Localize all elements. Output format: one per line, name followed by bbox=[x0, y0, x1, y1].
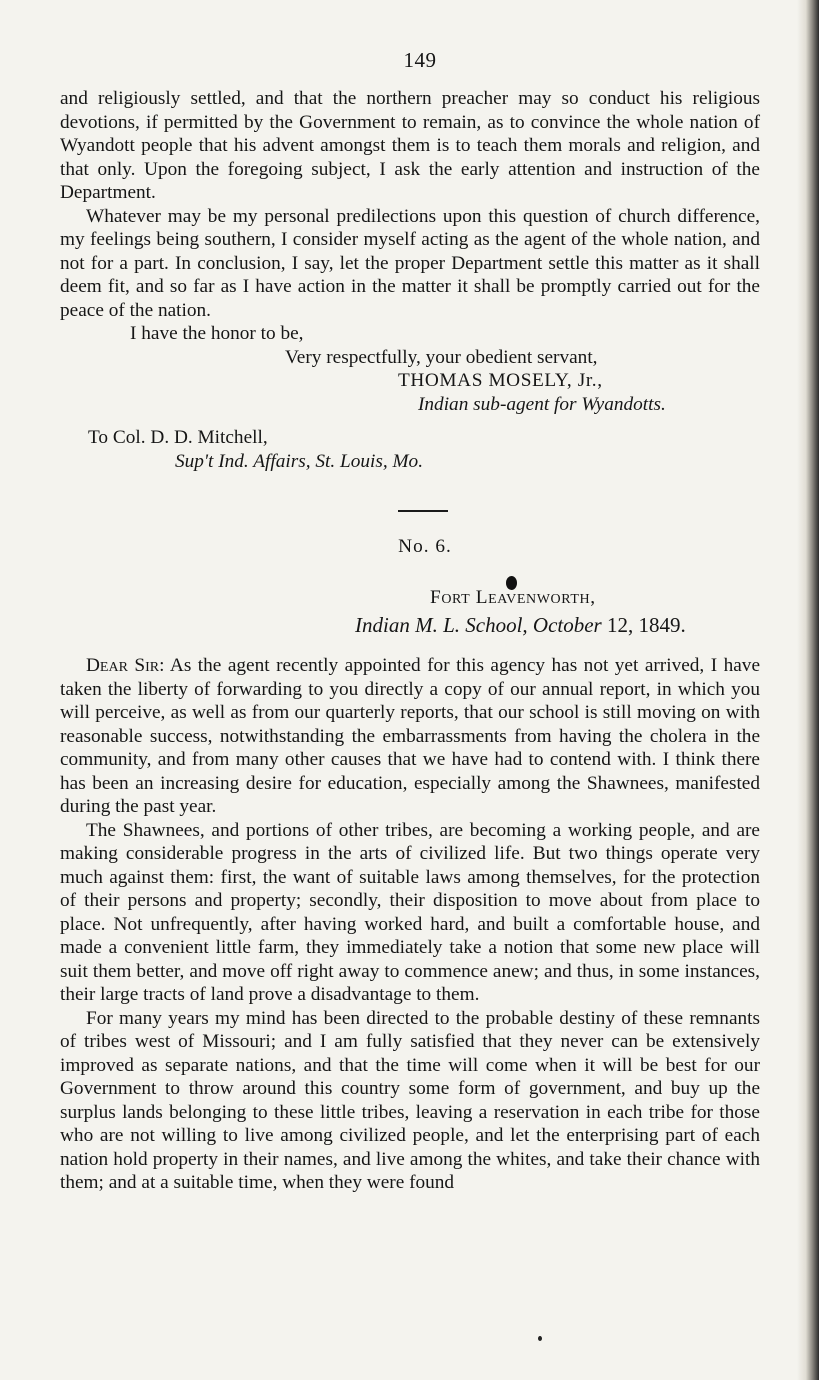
dateline-school: Indian M. L. School, October bbox=[355, 613, 602, 637]
paragraph-continued: and religiously settled, and that the northern preacher may so conduct his religious devotions, if permitted by the Government to remain, as to convince the whole nation of Wyandott people that his advent amongst them is to teach them morals and religion, and that only. Upon the foregoing subject, I ask the early attention and instruction of the Department. bbox=[60, 88, 760, 203]
closing-valediction: Very respectfully, your obedient servant, bbox=[285, 346, 598, 368]
print-speck bbox=[538, 1336, 542, 1341]
dateline-place: Fort Leavenworth, bbox=[430, 587, 596, 608]
addressee-name: To Col. D. D. Mitchell, bbox=[88, 427, 268, 448]
addressee-block bbox=[60, 426, 760, 474]
document-number: No. 6. bbox=[398, 536, 452, 557]
addressee-office: Sup't Ind. Affairs, St. Louis, Mo. bbox=[175, 451, 424, 472]
paragraph-conclusion: Whatever may be my personal predilections upon this question of church difference, my feelings being southern, I consider myself acting as the agent of the whole nation, and not for a part. In conclusion, I say, let the proper Department settle this matter as it shall deem fit, and so far as I have action in the matter it shall be promptly carried out for the peace of the nation. bbox=[60, 205, 760, 321]
salutation: Dear Sir: bbox=[86, 655, 165, 676]
closing-greeting: I have the honor to be, bbox=[130, 323, 304, 344]
document-page bbox=[60, 40, 760, 1195]
section-divider bbox=[398, 510, 448, 512]
paragraph-opening bbox=[60, 654, 760, 819]
letter-closing bbox=[60, 322, 760, 416]
signer-title: Indian sub-agent for Wyandotts. bbox=[418, 393, 666, 415]
paragraph-shawnees: The Shawnees, and portions of other tribes, are becoming a working people, and are making considerable progress in the arts of civilized life. But two things operate very much against them: first, the want of suitable laws among themselves, for the protection of their persons and property; secondly, their disposition to move about from place to place. Not unfrequently, after having worked hard, and built a comfortable house, and made a convenient little farm, they immediately take a notion that some new place will suit them better, and move off right away to commence anew; and thus, in some instances, their large tracts of land prove a disadvantage to them. bbox=[60, 819, 760, 1005]
signer-name: THOMAS MOSELY, Jr., bbox=[398, 370, 603, 391]
dateline-school-date bbox=[60, 610, 760, 640]
paragraph-destiny: For many years my mind has been directed to the probable destiny of these remnants of tribes west of Missouri; and I am fully satisfied that they never can be extensively improved as separate nations, and that the time will come when it will be best for our Government to throw around this country some form of government, and buy up the surplus lands belonging to these little tribes, leaving a reservation in each tribe for those who are not willing to live among civilized people, and let the enterprising part of each nation hold property in their names, and live among the whites, and take their chance with them; and at a suitable time, when they were found bbox=[60, 1007, 760, 1193]
dateline-date: 12, 1849. bbox=[606, 613, 686, 637]
page-binding-shadow bbox=[797, 0, 819, 1380]
paragraph-opening-text: As the agent recently appointed for this agency has not yet arrived, I have taken the liberty of forwarding to you directly a copy of our annual report, in which you will perceive, as well as from our quarterly reports, that our school is still moving on with reasonable success, notwithstanding the embarrassments from having the cholera in the community, and from many other causes that we have had to contend with. I think there has been an increasing desire for education, especially among the Shawnees, manifested during the past year. bbox=[60, 655, 761, 817]
page-number: 149 bbox=[403, 48, 437, 72]
